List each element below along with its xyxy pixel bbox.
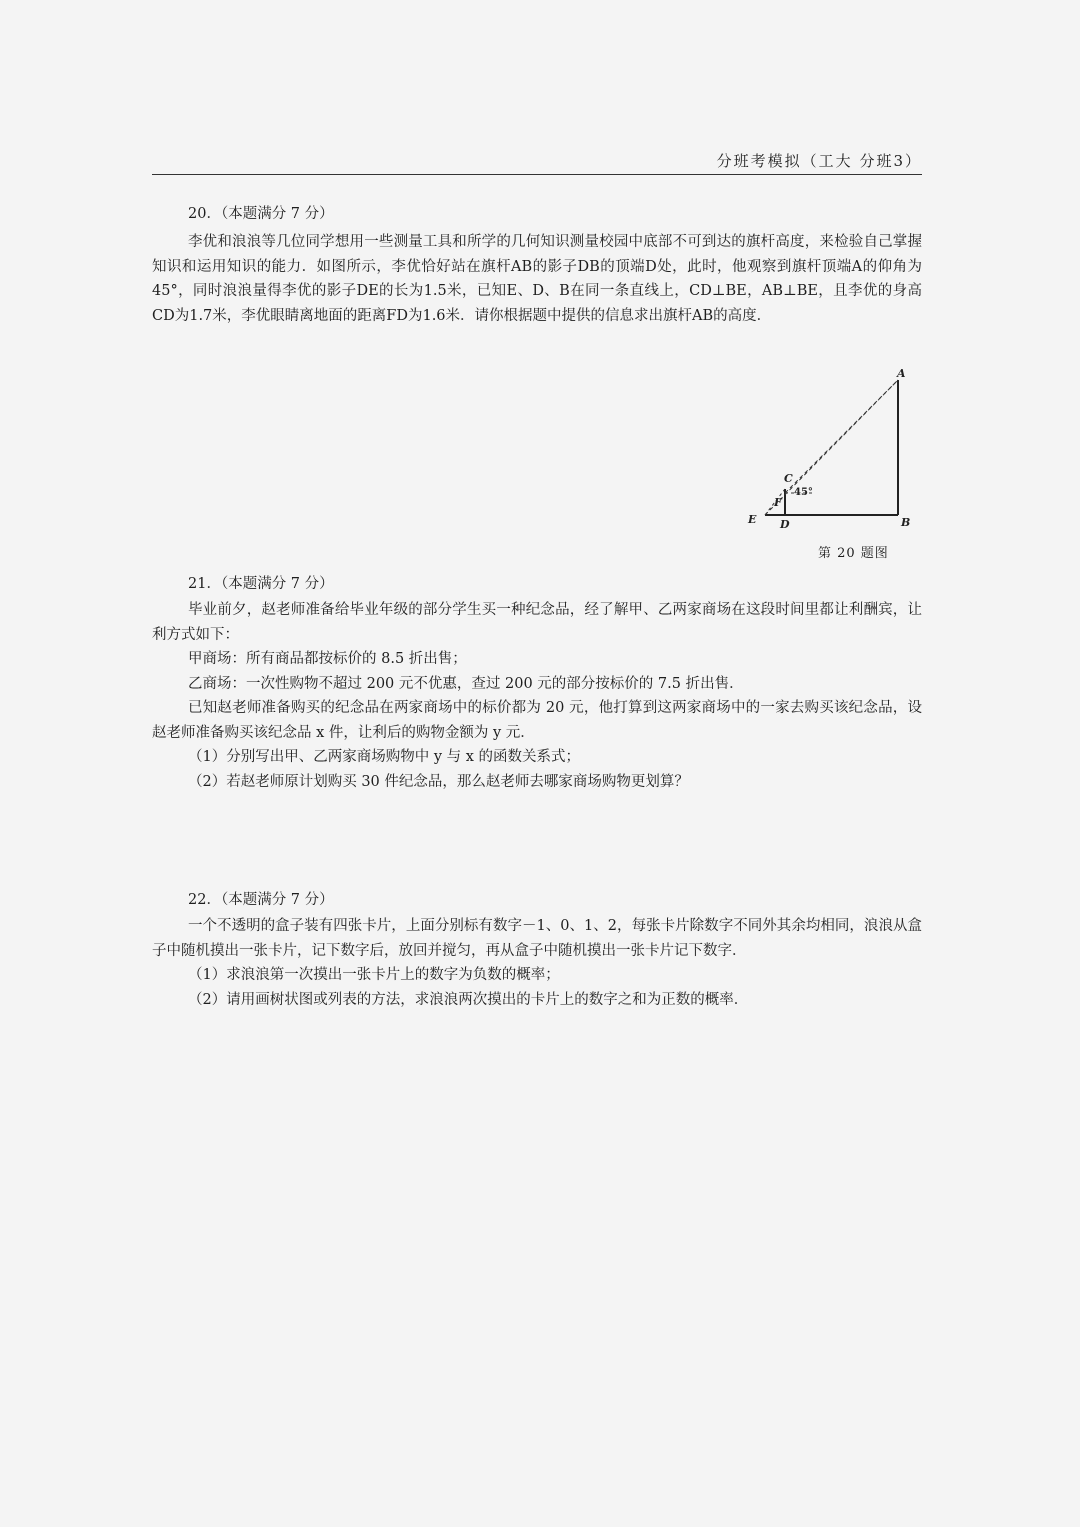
label-B: B [901,516,911,529]
q22-heading: 22．（本题满分 7 分） [188,892,334,908]
label-A: A [897,367,906,380]
q22-sub2: （2）请用画树状图或列表的方法，求浪浪两次摸出的卡片上的数字之和为正数的概率． [188,991,749,1008]
q21-sub2: （2）若赵老师原计划购买 30 件纪念品，那么赵老师去哪家商场购物更划算？ [188,773,689,790]
q21-sub1: （1）分别写出甲、乙两家商场购物中 y 与 x 的函数关系式； [188,749,581,765]
q21-known: 已知赵老师准备购买的纪念品在两家商场中的标价都为 20 元，他打算到这两家商场中的一家去购买该纪念品，设赵老师准备购买该纪念品 x 件，让利后的购物金额为 y 元． [152,700,922,741]
label-C: C [784,472,793,485]
label-E: E [748,513,757,526]
q20-body: 李优和浪浪等几位同学想用一些测量工具和所学的几何知识测量校园中底部不可到达的旗杆高度，来检验自己掌握知识和运用知识的能力．如图所示，李优恰好站在旗杆AB的影子DB的顶端D处，此时，他观察到旗杆顶端A的仰角为45°，同时浪浪量得李优的影子DE的长为1.5米，已知E、D、B在同一条直线上，CD⊥BE，AB⊥BE，且李优的身高CD为1.7米，李优眼睛离地面的距离FD为1.6米．请你根据题中提供的信息求出旗杆AB的高度． [152,234,922,324]
q21-shop-a: 甲商场：所有商品都按标价的 8.5 折出售； [188,651,467,667]
label-F: F [774,496,782,509]
header-title: 分班考模拟（工大 分班3） [716,152,922,170]
q22-body: 一个不透明的盒子装有四张卡片，上面分别标有数字－1、0、1、2，每张卡片除数字不同外其余均相同，浪浪从盒子中随机摸出一张卡片，记下数字后，放回并搅匀，再从盒子中随机摸出一张卡片记下数字． [152,918,922,959]
q21-intro: 毕业前夕，赵老师准备给毕业年级的部分学生买一种纪念品，经了解甲、乙两家商场在这段时间里都让利酬宾，让利方式如下： [152,602,922,643]
question-22 [152,890,922,1012]
q20-figure-caption: 第 20 题图 [818,546,889,561]
line-EA [765,380,898,515]
question-21 [152,574,922,794]
q20-figure [735,360,935,560]
q21-heading: 21．（本题满分 7 分） [188,576,334,592]
q22-sub1: （1）求浪浪第一次摸出一张卡片上的数字为负数的概率； [188,967,560,983]
question-20 [152,204,922,328]
line-FA [785,380,898,493]
q20-heading: 20．（本题满分 7 分） [188,206,334,222]
angle-label: 45° [794,487,813,498]
header-divider [152,174,922,175]
label-D: D [780,518,790,531]
q21-shop-b: 乙商场：一次性购物不超过 200 元不优惠，查过 200 元的部分按标价的 7.5 折出售． [188,675,744,692]
